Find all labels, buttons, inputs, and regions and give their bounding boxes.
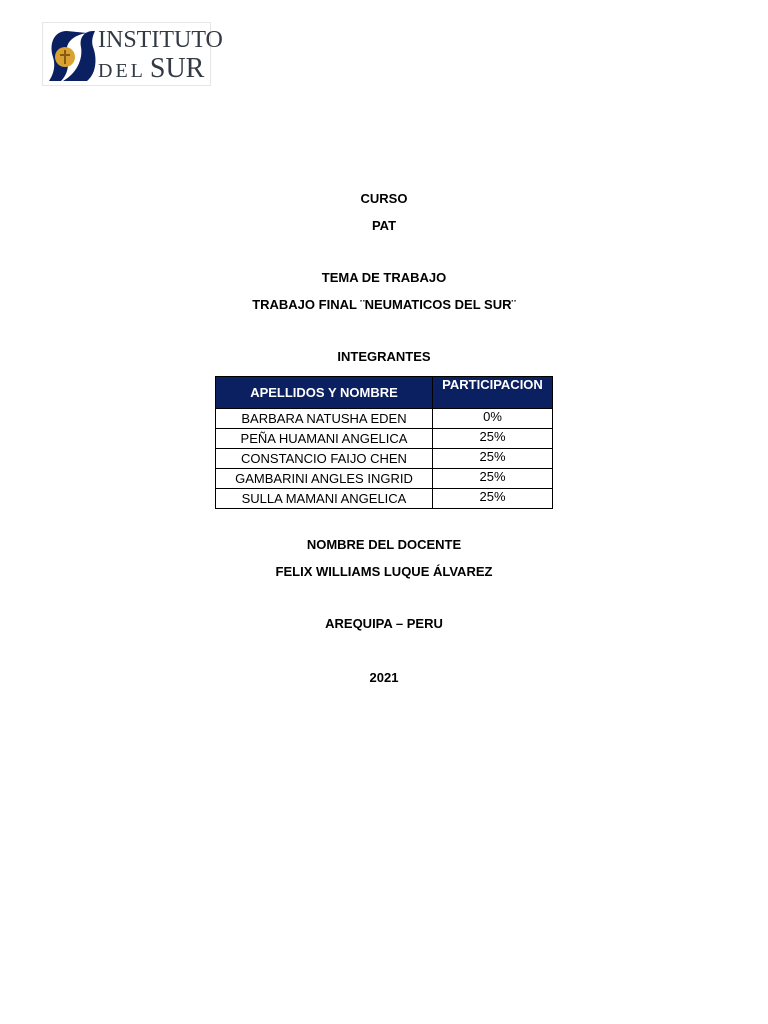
topic-value: TRABAJO FINAL ¨NEUMATICOS DEL SUR¨ [252, 297, 516, 312]
member-participation: 25% [433, 489, 553, 509]
institution-logo [42, 22, 223, 86]
member-name: BARBARA NATUSHA EDEN [216, 409, 433, 429]
member-participation: 25% [433, 469, 553, 489]
logo-word-sur: SUR [149, 53, 205, 84]
table-row [216, 469, 553, 489]
members-label: INTEGRANTES [337, 349, 431, 364]
members-table [215, 376, 553, 509]
member-name: SULLA MAMANI ANGELICA [216, 489, 433, 509]
header-participation: PARTICIPACION [433, 377, 553, 409]
logo-line-del-sur [98, 55, 223, 83]
members-table-header [216, 377, 553, 409]
header-names: APELLIDOS Y NOMBRE [216, 377, 433, 409]
logo-word-del: DEL [98, 60, 146, 82]
member-participation: 25% [433, 429, 553, 449]
logo-wordmark [98, 27, 223, 83]
course-value: PAT [371, 218, 397, 233]
topic-label: TEMA DE TRABAJO [321, 270, 447, 285]
table-row [216, 409, 553, 429]
institute-emblem-icon [47, 27, 99, 83]
year: 2021 [369, 670, 399, 685]
table-row [216, 429, 553, 449]
member-name: GAMBARINI ANGLES INGRID [216, 469, 433, 489]
place: AREQUIPA – PERU [325, 616, 443, 631]
member-participation: 0% [433, 409, 553, 429]
logo-line-institute: INSTITUTO [98, 27, 223, 53]
course-label: CURSO [360, 191, 408, 206]
member-name: CONSTANCIO FAIJO CHEN [216, 449, 433, 469]
table-row [216, 489, 553, 509]
member-participation: 25% [433, 449, 553, 469]
member-name: PEÑA HUAMANI ANGELICA [216, 429, 433, 449]
table-row [216, 449, 553, 469]
teacher-name: FELIX WILLIAMS LUQUE ÁLVAREZ [275, 564, 493, 579]
teacher-label: NOMBRE DEL DOCENTE [306, 537, 462, 552]
